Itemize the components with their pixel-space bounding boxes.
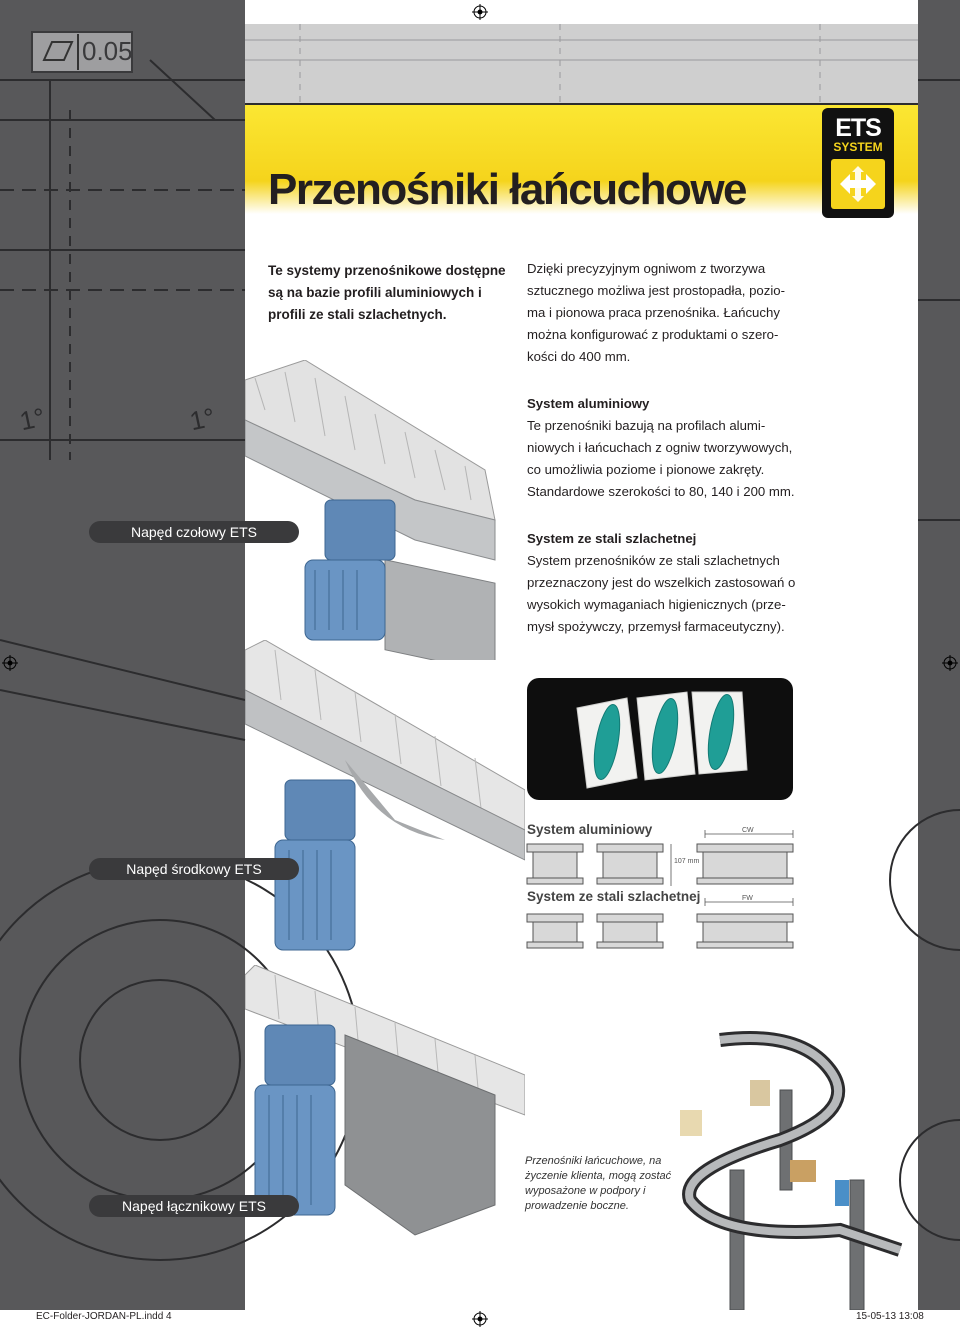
registration-mark-icon: [942, 655, 958, 671]
footer-date: 15-05-13 13:08: [856, 1311, 924, 1322]
intro-line: kości do 400 mm.: [527, 349, 631, 364]
registration-mark-icon: [472, 1311, 488, 1327]
intro-line: ma i pionowa praca przenośnika. Łańcuchy: [527, 305, 780, 320]
diagram-cw-label: CW: [742, 827, 754, 834]
aluminium-heading: System aluminiowy: [527, 396, 650, 411]
steel-line: przeznaczony jest do wszelkich zastosowań o: [527, 575, 796, 590]
intro-paragraph: [527, 258, 797, 368]
angle-mark-left: 1°: [17, 401, 48, 437]
head-drive-conveyor-image: [245, 360, 515, 660]
steel-line: System przenośników ze stali szlachetnych: [527, 553, 780, 568]
registration-mark-icon: [472, 4, 488, 20]
steel-line: mysł spożywczy, przemysł farmaceutyczny).: [527, 619, 785, 634]
aluminium-section: [527, 393, 797, 503]
angle-mark-right: 1°: [187, 401, 218, 437]
ets-system-logo: [822, 108, 894, 218]
page-title: Przenośniki łańcuchowe: [268, 165, 747, 214]
installation-caption: [525, 1154, 695, 1214]
diagram-fw-label: FW: [742, 895, 753, 902]
connector-drive-conveyor-image: [245, 965, 525, 1265]
caption-line: Przenośniki łańcuchowe, na: [525, 1155, 662, 1167]
label-connector-drive: Napęd łącznikowy ETS: [89, 1195, 299, 1217]
intro-line: sztucznego możliwa jest prostopadła, pozio-: [527, 283, 786, 298]
center-drive-conveyor-image: [245, 640, 525, 970]
footer-filename: EC-Folder-JORDAN-PL.indd 4: [36, 1311, 172, 1322]
caption-line: życzenie klienta, mogą zostać: [525, 1170, 672, 1182]
chain-link-image: [527, 678, 793, 800]
aluminium-line: niowych i łańcuchach z ogniw tworzywowych,: [527, 440, 793, 455]
steel-section: [527, 528, 797, 638]
profile-cross-section-diagram: [525, 830, 795, 960]
logo-system-text: SYSTEM: [833, 140, 883, 154]
caption-line: prowadzenie boczne.: [525, 1200, 629, 1212]
caption-line: wyposażone w podpory i: [525, 1185, 646, 1197]
label-head-drive: Napęd czołowy ETS: [89, 521, 299, 543]
steel-line: wysokich wymaganiach higienicznych (prze-: [527, 597, 786, 612]
conveyor-installation-image: [660, 1030, 918, 1310]
diagram-aluminium-label: System aluminiowy: [527, 822, 653, 837]
intro-line: można konfigurować z produktami o szero-: [527, 327, 779, 342]
aluminium-line: co umożliwia poziome i pionowe zakręty.: [527, 462, 765, 477]
page-number: 0.05: [82, 36, 133, 66]
label-center-drive: Napęd środkowy ETS: [89, 858, 299, 880]
logo-arrows-icon: [830, 158, 886, 210]
registration-mark-icon: [2, 655, 18, 671]
logo-ets-text: ETS: [835, 114, 881, 142]
diagram-steel-label: System ze stali szlachetnej: [527, 889, 701, 904]
diagram-height-label: 107 mm: [674, 858, 700, 865]
intro-line: Dzięki precyzyjnym ogniwom z tworzywa: [527, 261, 766, 276]
aluminium-line: Te przenośniki bazują na profilach alumi-: [527, 418, 766, 433]
aluminium-line: Standardowe szerokości to 80, 140 i 200 mm.: [527, 484, 795, 499]
lead-text: Te systemy przenośnikowe dostępne są na bazie profili aluminiowych i profili ze stali szlachetnych.: [268, 263, 506, 322]
steel-heading: System ze stali szlachetnej: [527, 531, 697, 546]
